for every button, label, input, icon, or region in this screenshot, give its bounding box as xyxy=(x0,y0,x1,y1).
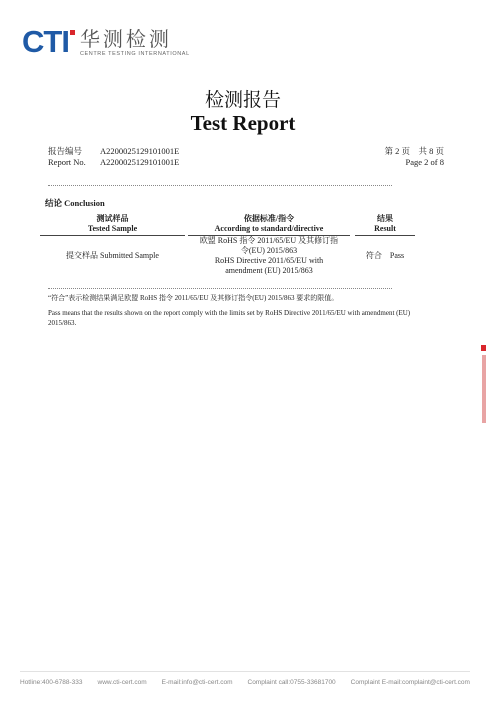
report-no-value-en: A2200025129101001E xyxy=(100,157,180,167)
note-chinese: “符合”表示检测结果满足欧盟 RoHS 指令 2011/65/EU 及其修订指令(EU) 2015/863 要求的限值。 xyxy=(48,294,339,302)
col-header-sample-en: Tested Sample xyxy=(87,224,138,233)
col-header-result xyxy=(355,214,415,234)
col-header-result-en: Result xyxy=(374,224,396,233)
cell-standard-line-4: amendment (EU) 2015/863 xyxy=(225,266,313,275)
note-english-line-2: 2015/863. xyxy=(48,319,77,327)
col-header-sample-cn: 测试样品 xyxy=(96,214,129,223)
header-underline-sample xyxy=(40,235,185,236)
col-header-standard-cn: 依据标准/指令 xyxy=(243,214,295,223)
report-no-label-en: Report No. xyxy=(48,157,86,167)
footer-complaint-call: Complaint call:0755-33681700 xyxy=(247,679,336,686)
cell-sample: 提交样品 Submitted Sample xyxy=(66,251,159,260)
company-logo xyxy=(22,24,190,59)
side-red-mark xyxy=(481,345,486,351)
col-header-result-cn: 结果 xyxy=(377,214,393,223)
cell-standard-line-2: 令(EU) 2015/863 xyxy=(240,246,298,255)
conclusion-heading: 结论 Conclusion xyxy=(45,198,105,208)
logo-text-block xyxy=(80,28,190,57)
page-indicator-cn: 第 2 页 共 8 页 xyxy=(384,146,444,156)
cell-standard-line-1: 欧盟 RoHS 指令 2011/65/EU 及其修订指 xyxy=(199,236,339,245)
footer-contact-bar xyxy=(20,679,470,686)
footer-rule xyxy=(20,671,470,672)
dotted-divider-top xyxy=(48,185,392,187)
footer-hotline: Hotline:400-6788-333 xyxy=(20,679,83,686)
logo-english-name: CENTRE TESTING INTERNATIONAL xyxy=(79,51,190,57)
cell-result: 符合 Pass xyxy=(365,251,405,260)
header-underline-result xyxy=(355,235,415,236)
logo-red-dot xyxy=(70,30,75,35)
footer-complaint-email: Complaint E-mail:complaint@cti-cert.com xyxy=(350,679,470,686)
report-title-cn: 检测报告 xyxy=(204,89,281,111)
col-header-standard-en: According to standard/directive xyxy=(214,224,324,233)
footer-email: E-mail:info@cti-cert.com xyxy=(161,679,233,686)
report-no-value: A2200025129101001E xyxy=(100,146,180,156)
note-english-line-1: Pass means that the results shown on the report comply with the limits set by RoHS Directive 2011/65/EU with amendment (EU) xyxy=(48,309,411,317)
cell-standard xyxy=(188,236,350,276)
logo-chinese-name: 华测检测 xyxy=(79,27,172,51)
col-header-standard xyxy=(188,214,350,234)
logo-cti-text: CTI xyxy=(22,24,69,59)
page-indicator-en: Page 2 of 8 xyxy=(405,157,444,167)
side-stamp-strip xyxy=(482,355,486,423)
col-header-sample xyxy=(40,214,185,234)
footer-website: www.cti-cert.com xyxy=(97,679,147,686)
report-title-en: Test Report xyxy=(190,111,296,135)
cell-standard-line-3: RoHS Directive 2011/65/EU with xyxy=(214,256,324,265)
report-no-label-cn: 报告编号 xyxy=(48,146,83,156)
dotted-divider-bottom xyxy=(48,288,392,290)
